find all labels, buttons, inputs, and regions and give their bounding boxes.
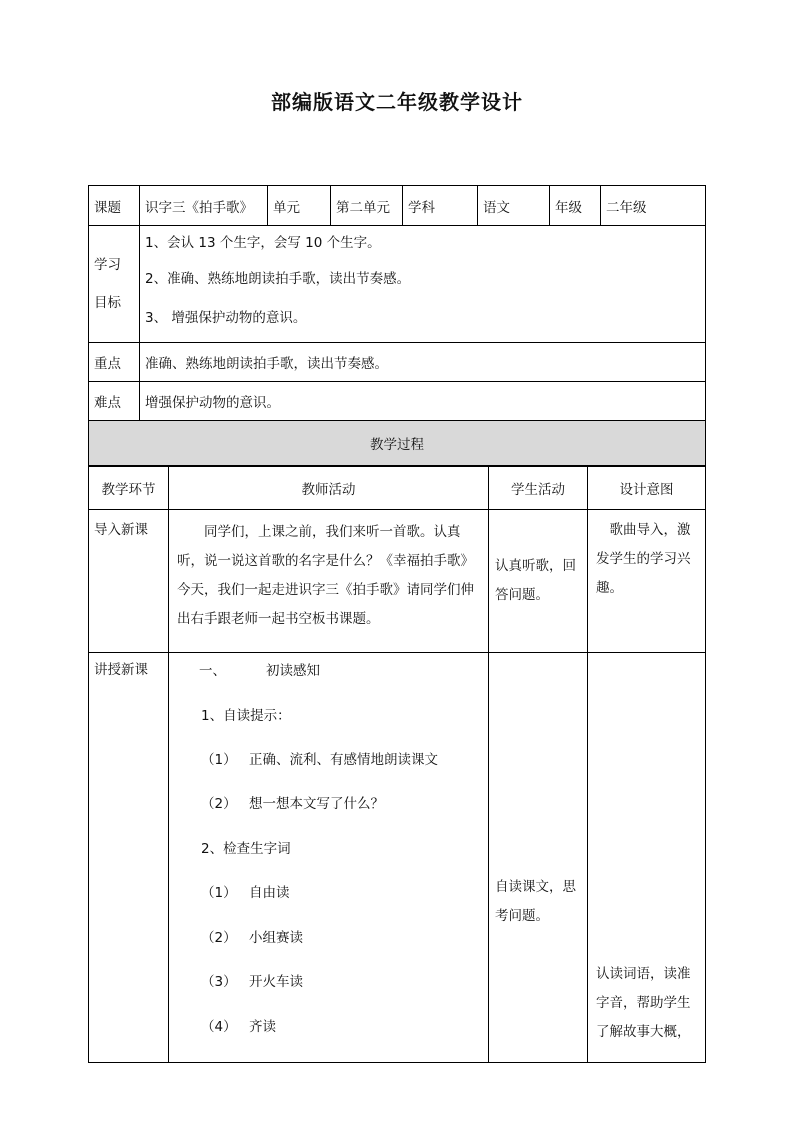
course-label: 课题	[89, 186, 140, 226]
section-title: 初读感知	[266, 663, 320, 679]
lesson-plan-table	[88, 185, 706, 466]
lesson-student: 自读课文，思考问题。	[489, 653, 588, 1063]
section-heading	[199, 659, 320, 679]
difficulty-label: 难点	[89, 382, 140, 421]
lesson-teacher	[169, 653, 489, 1063]
lesson-row	[89, 653, 706, 1063]
step-item: （4） 齐读	[201, 1019, 276, 1035]
intro-teacher: 同学们，上课之前，我们来听一首歌。认真听，说一说这首歌的名字是什么？《幸福拍手歌》今天，我们一起走进识字三《拍手歌》请同学们伸出右手跟老师一起书空板书课题。	[169, 510, 489, 653]
step-item: （1） 正确、流利、有感情地朗读课文	[201, 752, 438, 768]
difficulty-row	[89, 382, 706, 421]
subject-label: 学科	[403, 186, 478, 226]
column-header: 学生活动	[489, 467, 588, 510]
unit-label: 单元	[268, 186, 331, 226]
step-heading: 2、检查生字词	[201, 841, 291, 857]
step-item: （2） 小组赛读	[201, 930, 303, 946]
lesson-stage: 讲授新课	[89, 653, 169, 1063]
goal-item: 2、准确、熟练地朗读拍手歌，读出节奏感。	[145, 271, 411, 287]
key-point-label: 重点	[89, 343, 140, 382]
process-columns-row	[89, 467, 706, 510]
goals-label-line1: 学习	[94, 257, 121, 273]
difficulty-value: 增强保护动物的意识。	[140, 382, 706, 421]
process-heading-row	[89, 421, 706, 466]
step-item: （2） 想一想本文写了什么？	[201, 796, 384, 812]
step-item: （1） 自由读	[201, 885, 290, 901]
goals-row	[89, 226, 706, 343]
column-header: 设计意图	[588, 467, 706, 510]
intro-intent: 歌曲导入，激发学生的学习兴趣。	[588, 510, 706, 653]
grade-value: 二年级	[601, 186, 706, 226]
header-row	[89, 186, 706, 226]
goal-item: 3、 增强保护动物的意识。	[145, 310, 307, 326]
goals-label-line2: 目标	[94, 295, 121, 311]
intro-row	[89, 510, 706, 653]
intro-stage: 导入新课	[89, 510, 169, 653]
key-point-row	[89, 343, 706, 382]
document-title: 部编版语文二年级教学设计	[271, 90, 523, 114]
step-heading: 1、自读提示：	[201, 708, 291, 724]
intro-student: 认真听歌，回答问题。	[489, 510, 588, 653]
goals-label	[89, 226, 140, 343]
subject-value: 语文	[478, 186, 550, 226]
process-heading: 教学过程	[89, 421, 706, 466]
step-item: （3） 开火车读	[201, 974, 303, 990]
column-header: 教学环节	[89, 467, 169, 510]
lesson-intent: 认读词语，读准字音，帮助学生了解故事大概，	[588, 653, 706, 1063]
unit-value: 第二单元	[331, 186, 403, 226]
goals-content	[140, 226, 706, 343]
goal-item: 1、会认 13 个生字，会写 10 个生字。	[145, 235, 381, 251]
course-value: 识字三《拍手歌》	[140, 186, 268, 226]
section-number: 一、	[199, 663, 226, 679]
grade-label: 年级	[550, 186, 601, 226]
process-table	[88, 466, 706, 1063]
key-point-value: 准确、熟练地朗读拍手歌，读出节奏感。	[140, 343, 706, 382]
column-header: 教师活动	[169, 467, 489, 510]
